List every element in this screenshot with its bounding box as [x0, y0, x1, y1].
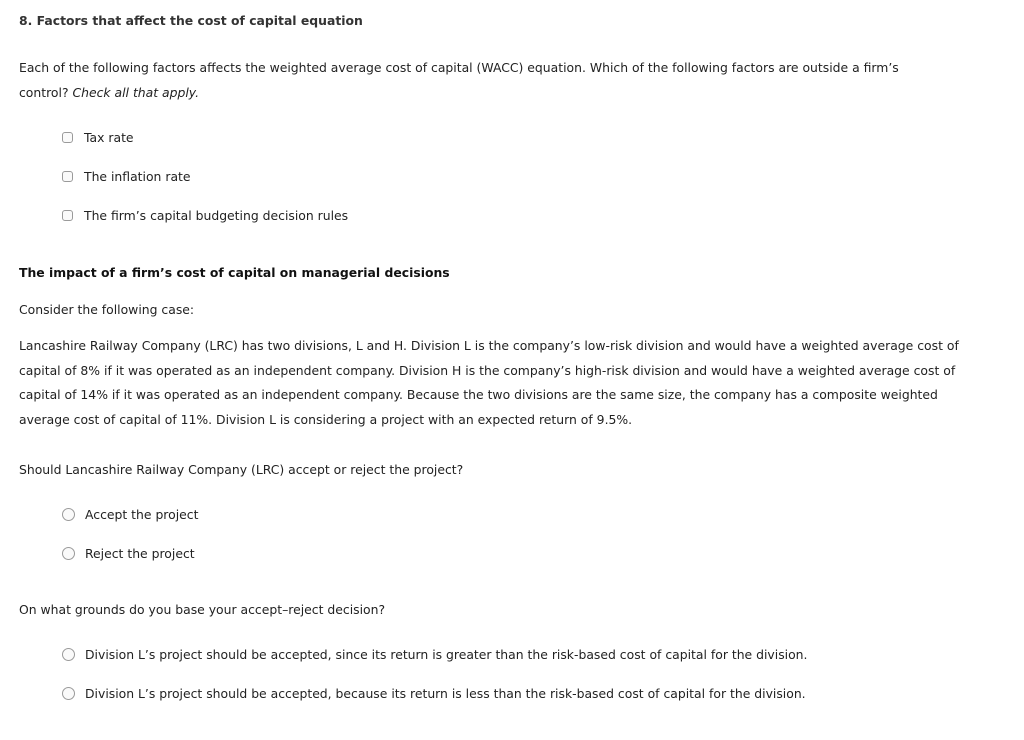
radio-option-grounds-1[interactable] — [62, 647, 807, 662]
radio-label: Division L’s project should be accepted, since its return is greater than the risk-based cost of capital for the division. — [85, 647, 808, 662]
grounds-question: On what grounds do you base your accept–reject decision? — [19, 602, 386, 617]
section-title: The impact of a firm’s cost of capital on managerial decisions — [19, 265, 450, 280]
radio-button[interactable] — [62, 687, 75, 700]
radio-label: Reject the project — [85, 546, 195, 561]
checkbox[interactable] — [62, 210, 73, 221]
checkbox-label: The inflation rate — [84, 169, 191, 184]
case-line: Lancashire Railway Company (LRC) has two divisions, L and H. Division L is the company’s low-risk division and would have a weighted average cost of — [19, 338, 959, 353]
radio-option-accept[interactable] — [62, 507, 198, 522]
accept-reject-question: Should Lancashire Railway Company (LRC) accept or reject the project? — [19, 462, 464, 477]
checkbox-label: The firm’s capital budgeting decision rules — [84, 208, 349, 223]
checkbox[interactable] — [62, 132, 73, 143]
checkbox[interactable] — [62, 171, 73, 182]
prompt-line-1: Each of the following factors affects the weighted average cost of capital (WACC) equation. Which of the following factors are outside a firm’s — [19, 60, 899, 75]
case-intro: Consider the following case: — [19, 302, 195, 317]
case-line: average cost of capital of 11%. Division L is considering a project with an expected return of 9.5%. — [19, 411, 633, 427]
prompt-instruction: Check all that apply. — [72, 84, 200, 100]
radio-option-grounds-2[interactable] — [62, 686, 806, 701]
case-line: capital of 14% if it was operated as an independent company. Because the two divisions are the same size, the company has a composite weighted — [19, 387, 938, 403]
checkbox-option-capital-budgeting[interactable] — [62, 208, 348, 223]
radio-button[interactable] — [62, 508, 75, 521]
prompt-line-2 — [19, 81, 899, 106]
radio-button[interactable] — [62, 547, 75, 560]
radio-option-reject[interactable] — [62, 546, 195, 561]
question-prompt — [19, 56, 899, 105]
case-line: capital of 8% if it was operated as an independent company. Division H is the company’s high-risk division and would have a weighted average cost of — [19, 362, 956, 378]
radio-button[interactable] — [62, 648, 75, 661]
prompt-line-2-text: control? — [19, 84, 73, 100]
checkbox-option-inflation-rate[interactable] — [62, 169, 191, 184]
case-paragraph — [19, 334, 959, 432]
question-title: 8. Factors that affect the cost of capital equation — [19, 13, 363, 28]
radio-label: Accept the project — [85, 507, 199, 522]
radio-label: Division L’s project should be accepted, because its return is less than the risk-based cost of capital for the division. — [85, 686, 806, 701]
checkbox-label: Tax rate — [84, 130, 134, 145]
checkbox-option-tax-rate[interactable] — [62, 130, 134, 145]
